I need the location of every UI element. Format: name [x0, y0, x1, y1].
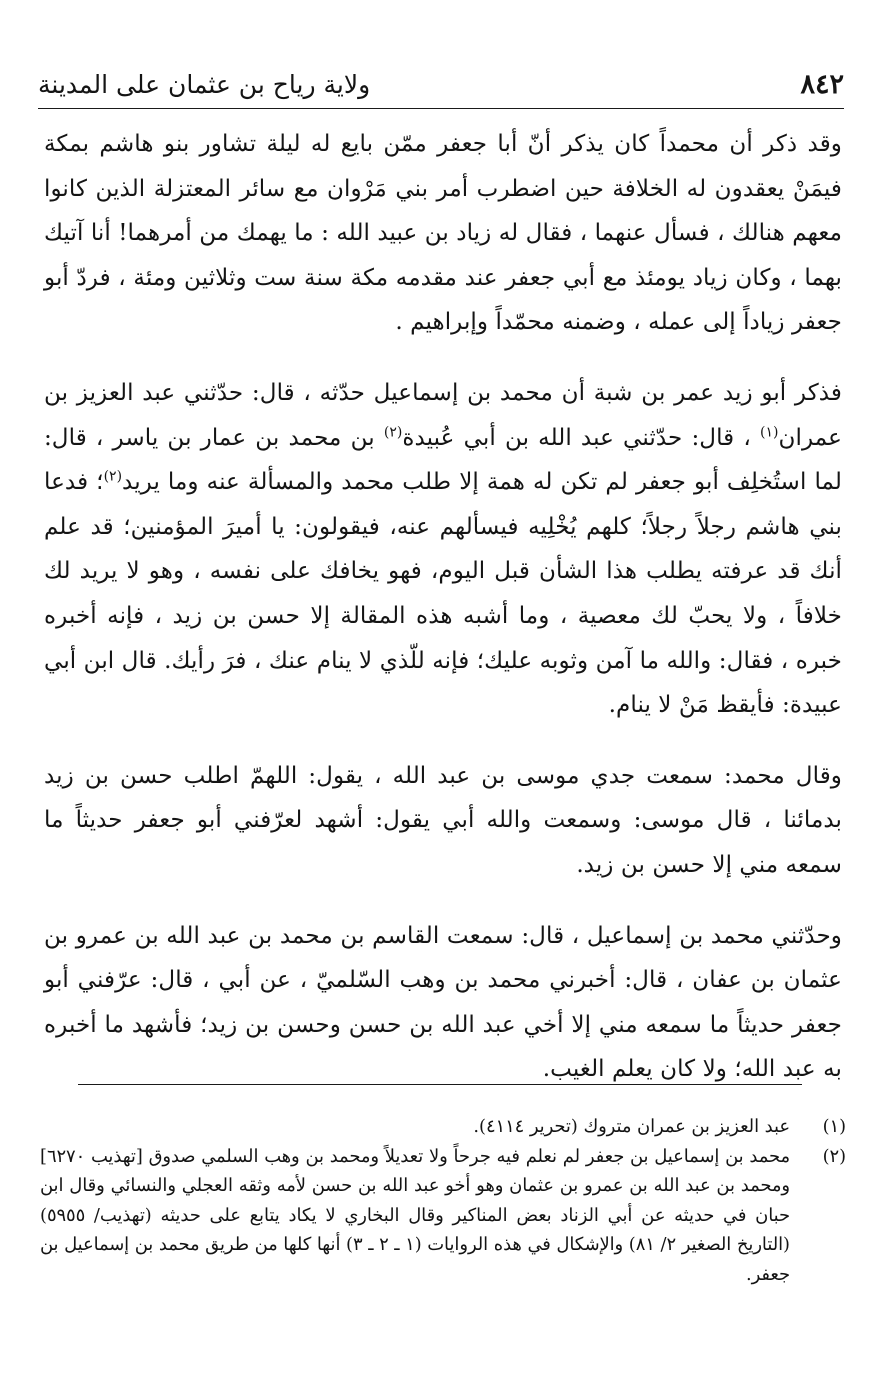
page-number: ٨٤٢	[800, 69, 844, 100]
footnote-number: (١)	[822, 1116, 846, 1137]
footnote-text: عبد العزيز بن عمران متروك (تحرير ٤١١٤).	[473, 1116, 790, 1137]
footnote-2	[40, 1142, 846, 1290]
paragraph-2	[44, 371, 842, 728]
footnotes	[40, 1112, 846, 1290]
paragraph-3: وقال محمد: سمعت جدي موسى بن عبد الله ، يقول: اللهمّ اطلب حسن بن زيد بدمائنا ، قال موسى: وسمعت والله أبي يقول: أشهد لعرّفني أبو جعفر حديثاً ما سمعه مني إلا حسن بن زيد.	[44, 761, 842, 878]
footnote-divider	[78, 1084, 802, 1085]
main-text	[44, 122, 842, 1092]
paragraph-1: وقد ذكر أن محمداً كان يذكر أنّ أبا جعفر ممّن بايع له ليلة تشاور بنو هاشم بمكة فيمَنْ يعقدون له الخلافة حين اضطرب أمر بني مَرْوان مع سائر المعتزلة الذين كانوا معهم هنالك ، فسأل عنهما ، فقال له زياد بن عبيد الله : ما يهمك من أمرهما! أنا آتيك بهما ، وكان زياد يومئذ مع أبي جعفر عند مقدمه مكة سنة ست وثلاثين ومئة ، فردّ أبو جعفر زياداً إلى عمله ، وضمنه محمّداً وإبراهيم .	[44, 130, 842, 336]
paragraph-2-segment: بن محمد بن عمار بن ياسر ، قال: لما استُخلِف أبو جعفر لم تكن له همة إلا طلب محمد والمسألة عنه وما يريد	[44, 423, 842, 496]
footnote-number: (٢)	[822, 1145, 846, 1167]
footnote-1	[40, 1112, 846, 1142]
paragraph-4: وحدّثني محمد بن إسماعيل ، قال: سمعت القاسم بن محمد بن عبد الله بن عمرو بن عثمان بن عفان ، قال: أخبرني محمد بن وهب السّلميّ ، عن أبي ، قال: عرّفني أبو جعفر حديثاً ما سمعه مني إلا أخي عبد الله بن حسن وحسن بن زيد؛ فأشهد ما أخبره به عبد الله؛ ولا كان يعلم الغيب.	[44, 921, 842, 1083]
running-title: ولاية رياح بن عثمان على المدينة	[38, 70, 371, 99]
footnote-ref-1[interactable]: (١)	[760, 423, 779, 440]
paragraph-2-segment: فذكر أبو زيد عمر بن شبة أن محمد بن إسماعيل حدّثه ، قال: حدّثني عبد العزيز بن عمران	[44, 378, 842, 451]
footnote-ref-2[interactable]: (٢)	[383, 423, 403, 440]
paragraph-2-segment: ، قال: حدّثني عبد الله بن أبي عُبيدة	[402, 423, 761, 451]
footnote-text: محمد بن إسماعيل بن جعفر لم نعلم فيه جرحاً ولا تعديلاً ومحمد بن وهب السلمي صدوق [تهذيب ٦٢٧٠] ومحمد بن عبد الله بن عمرو بن عثمان وهو أخو عبد الله بن حسن لأمه وثقه العجلي والنسائي وقال ابن حبان في حديثه عن أبي الزناد بعض المناكير وقال البخاري لا يكاد يتابع على حديثه (تهذيب/ ٥٩٥٥) (التاريخ الصغير ٢/ ٨١) والإشكال في هذه الروايات (١ ـ ٢ ـ ٣) أنها كلها من طريق محمد بن إسماعيل بن جعفر.	[40, 1145, 790, 1285]
page-header	[38, 58, 844, 109]
paragraph-2-segment: ؛ فدعا بني هاشم رجلاً رجلاً؛ كلهم يُخْلِيه فيسألهم عنه، فيقولون: يا أميرَ المؤمنين؛ قد علم أنك قد عرفته يطلب هذا الشأن قبل اليوم، فهو يخافك على نفسه ، وهو لا يريد لك خلافاً ، ولا يحبّ لك معصية ، وما أشبه هذه المقالة إلا حسن بن زيد ، فإنه أخبره خبره ، فقال: والله ما آمن وثوبه عليك؛ فإنه للّذي لا ينام عنك ، فرَ رأيك. قال ابن أبي عبيدة: فأيقظ مَنْ لا ينام.	[44, 468, 842, 719]
footnote-ref-2b[interactable]: (٢)	[103, 468, 123, 485]
